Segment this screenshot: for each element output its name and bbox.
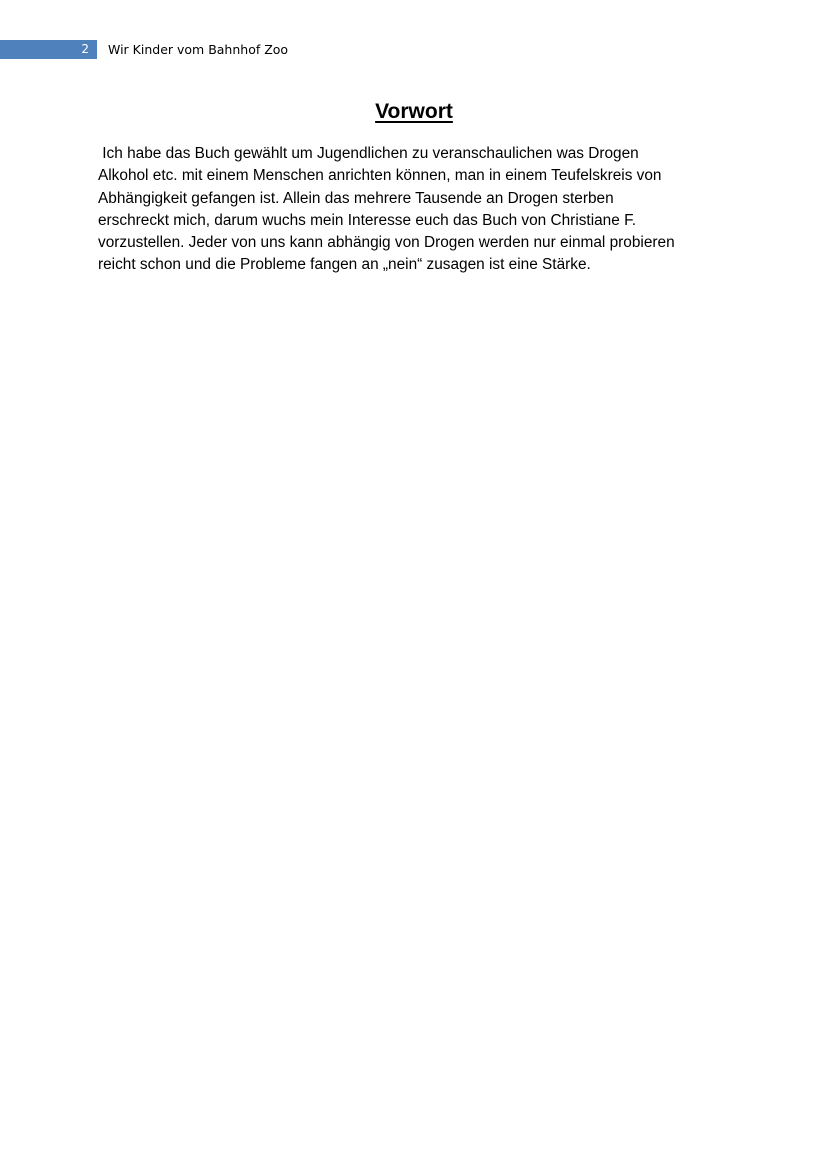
body-line: Alkohol etc. mit einem Menschen anrichten können, man in einem Teufelskreis von xyxy=(98,167,662,185)
body-line: Ich habe das Buch gewählt um Jugendlichen zu veranschaulichen was Drogen xyxy=(98,145,639,162)
page-number: 2 xyxy=(81,42,89,56)
section-body xyxy=(98,143,738,277)
body-line: Abhängigkeit gefangen ist. Allein das mehrere Tausende an Drogen sterben xyxy=(98,189,614,207)
section-heading: Vorwort xyxy=(375,100,453,123)
body-line: erschreckt mich, darum wuchs mein Interesse euch das Buch von Christiane F. xyxy=(98,211,637,229)
page-header xyxy=(0,40,828,59)
body-line: vorzustellen. Jeder von uns kann abhängig von Drogen werden nur einmal probieren xyxy=(98,234,675,252)
page-number-bar xyxy=(0,40,97,59)
header-title: Wir Kinder vom Bahnhof Zoo xyxy=(108,42,289,57)
body-line: reicht schon und die Probleme fangen an „nein“ zusagen ist eine Stärke. xyxy=(98,256,591,274)
